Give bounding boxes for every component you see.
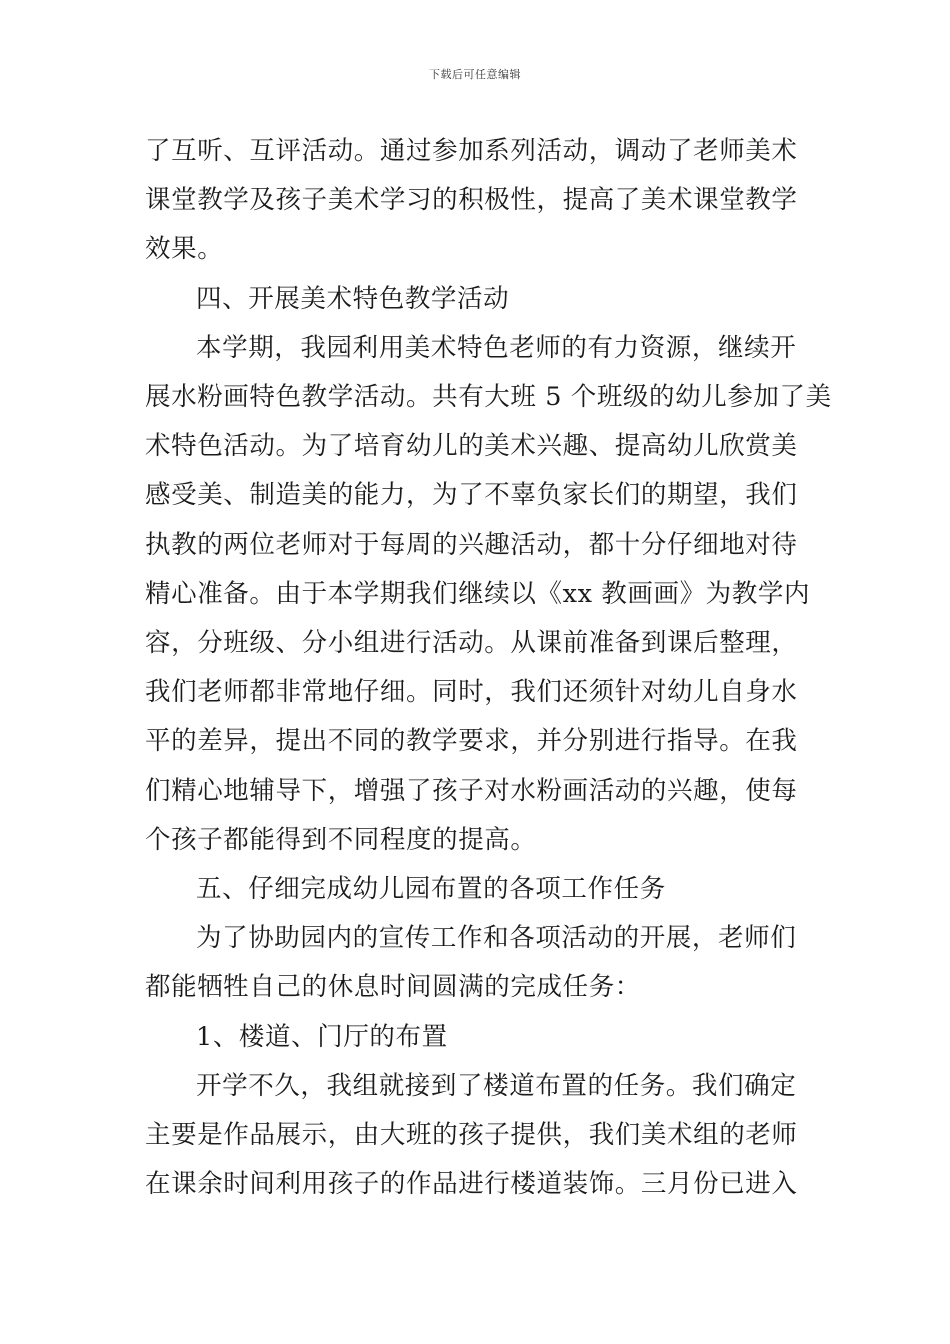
section-heading: 五、仔细完成幼儿园布置的各项工作任务 [196,874,666,905]
text-line: 在课余时间利用孩子的作品进行楼道装饰。三月份已进入 [145,1169,798,1200]
page-header: 下载后可任意编辑 [429,68,521,81]
text-line: 术特色活动。为了培育幼儿的美术兴趣、提高幼儿欣赏美 [145,431,798,462]
subsection-heading: 1、楼道、门厅的布置 [196,1021,448,1052]
text-line: 为了协助园内的宣传工作和各项活动的开展，老师们 [196,923,797,954]
text-line: 感受美、制造美的能力，为了不辜负家长们的期望，我们 [145,480,798,511]
text-line: 效果。 [145,234,224,265]
text-line: 都能牺牲自己的休息时间圆满的完成任务： [145,972,641,1003]
text-line: 开学不久，我组就接到了楼道布置的任务。我们确定 [196,1070,797,1101]
text-line: 展水粉画特色教学活动。共有大班 5 个班级的幼儿参加了美 [145,382,832,413]
text-line: 课堂教学及孩子美术学习的积极性，提高了美术课堂教学 [145,185,798,216]
text-line: 容，分班级、分小组进行活动。从课前准备到课后整理， [145,628,798,659]
document-body [145,127,832,1209]
section-heading: 四、开展美术特色教学活动 [196,283,510,314]
text-line: 执教的两位老师对于每周的兴趣活动，都十分仔细地对待 [145,529,798,560]
text-line: 精心准备。由于本学期我们继续以《xx 教画画》为教学内 [145,578,811,609]
text-line: 主要是作品展示，由大班的孩子提供，我们美术组的老师 [145,1120,798,1151]
text-line: 本学期，我园利用美术特色老师的有力资源，继续开 [196,332,797,363]
text-line: 了互听、互评活动。通过参加系列活动，调动了老师美术 [145,136,798,166]
text-line: 我们老师都非常地仔细。同时，我们还须针对幼儿自身水 [145,677,798,708]
text-line: 们精心地辅导下，增强了孩子对水粉画活动的兴趣，使每 [145,775,798,806]
text-line: 个孩子都能得到不同程度的提高。 [145,824,537,855]
text-line: 平的差异，提出不同的教学要求，并分别进行指导。在我 [145,726,798,757]
